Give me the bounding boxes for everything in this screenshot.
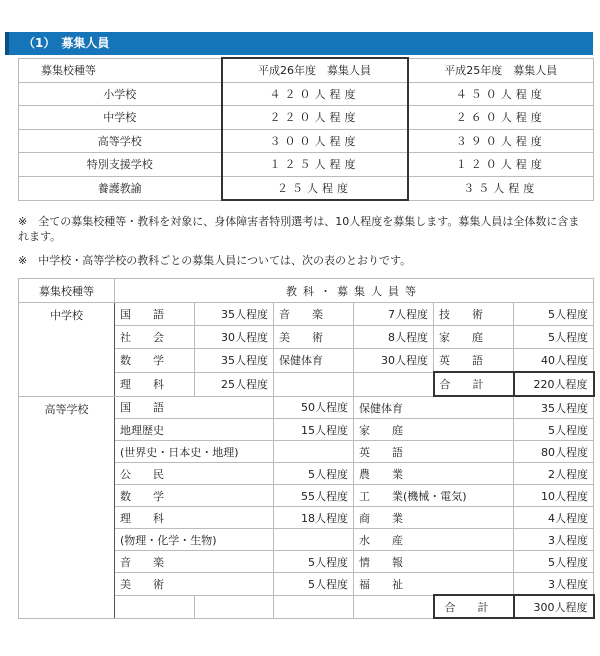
count-cell: 5人程度 [274, 551, 354, 573]
table-row [19, 106, 594, 130]
subject-cell: 理 科 [115, 372, 195, 396]
subject-cell: 公 民 [115, 463, 274, 485]
count-cell: 220人程度 [514, 372, 594, 396]
school-type-cell: 小学校 [19, 82, 222, 106]
section-header: （1） 募集人員 [5, 32, 593, 55]
subject-cell: 数 学 [115, 485, 274, 507]
subject-cell: 数 学 [115, 349, 195, 373]
subject-cell [274, 372, 354, 396]
subject-cell: 音 楽 [274, 303, 354, 326]
count-cell: 4人程度 [514, 507, 594, 529]
subject-cell: 地理歴史 [115, 419, 274, 441]
subject-cell: 音 楽 [115, 551, 274, 573]
subject-cell: 美 術 [274, 326, 354, 349]
count-cell: 55人程度 [274, 485, 354, 507]
subject-table [18, 278, 595, 619]
header-subjects: 教科・募集人員等 [115, 279, 594, 303]
count-cell: 15人程度 [274, 419, 354, 441]
count-cell: 5人程度 [514, 326, 594, 349]
count-cell: 5人程度 [514, 551, 594, 573]
count-cell: 80人程度 [514, 441, 594, 463]
count-cell: 5人程度 [514, 303, 594, 326]
count-cell: 18人程度 [274, 507, 354, 529]
column-header: 平成25年度 募集人員 [408, 58, 594, 82]
school-type-cell: 養護教諭 [19, 176, 222, 200]
empty-cell [195, 595, 274, 618]
subject-cell: 情 報 [354, 551, 514, 573]
subject-cell: 英 語 [354, 441, 514, 463]
count-cell: 5人程度 [274, 573, 354, 596]
count-cell: 30人程度 [354, 349, 434, 373]
count-cell: ２６０人程度 [408, 106, 594, 130]
note-disability: ※ 全ての募集校種等・教科を対象に、身体障害者特別選考は、10人程度を募集します。募集人員は全体数に含まれます。 [18, 215, 580, 243]
count-cell: 35人程度 [195, 349, 274, 373]
count-cell: ２２０人程度 [222, 106, 408, 130]
subject-cell: 美 術 [115, 573, 274, 596]
subject-cell: 国 語 [115, 396, 274, 419]
count-cell [274, 529, 354, 551]
table-row [19, 153, 594, 177]
subject-cell: 国 語 [115, 303, 195, 326]
table-row [19, 396, 594, 419]
subject-cell: (世界史・日本史・地理) [115, 441, 274, 463]
subject-cell: (物理・化学・生物) [115, 529, 274, 551]
empty-cell [274, 595, 354, 618]
subject-cell: 福 祉 [354, 573, 514, 596]
table-row [19, 303, 594, 326]
subject-cell: 保健体育 [274, 349, 354, 373]
subject-cell: 工 業(機械・電気) [354, 485, 514, 507]
subject-cell: 英 語 [434, 349, 514, 373]
count-cell: 10人程度 [514, 485, 594, 507]
school-type-cell: 中学校 [19, 106, 222, 130]
subject-cell: 技 術 [434, 303, 514, 326]
count-cell: ３９０人程度 [408, 129, 594, 153]
subject-cell: 農 業 [354, 463, 514, 485]
count-cell: 40人程度 [514, 349, 594, 373]
subject-cell: 水 産 [354, 529, 514, 551]
count-cell: 25人程度 [195, 372, 274, 396]
count-cell: 8人程度 [354, 326, 434, 349]
column-header: 募集校種等 [19, 58, 222, 82]
subject-cell: 保健体育 [354, 396, 514, 419]
table-row [19, 176, 594, 200]
total-label: 合 計 [434, 595, 514, 618]
count-cell: ４２０人程度 [222, 82, 408, 106]
count-cell: 3人程度 [514, 529, 594, 551]
column-header: 平成26年度 募集人員 [222, 58, 408, 82]
count-cell: ３５人程度 [408, 176, 594, 200]
school-type-cell: 高等学校 [19, 129, 222, 153]
school-type-cell: 中学校 [19, 303, 115, 397]
count-cell: 50人程度 [274, 396, 354, 419]
count-cell: 30人程度 [195, 326, 274, 349]
subject-cell: 社 会 [115, 326, 195, 349]
count-cell: ３００人程度 [222, 129, 408, 153]
table-row [19, 129, 594, 153]
count-cell: １２０人程度 [408, 153, 594, 177]
count-cell [354, 372, 434, 396]
table-row [19, 82, 594, 106]
count-cell: 35人程度 [195, 303, 274, 326]
count-cell: ２５人程度 [222, 176, 408, 200]
count-cell: 2人程度 [514, 463, 594, 485]
total-value: 300人程度 [514, 595, 594, 618]
count-cell: １２５人程度 [222, 153, 408, 177]
count-cell: 7人程度 [354, 303, 434, 326]
subject-cell: 合 計 [434, 372, 514, 396]
school-type-cell: 高等学校 [19, 396, 115, 618]
subject-cell: 家 庭 [354, 419, 514, 441]
empty-cell [115, 595, 195, 618]
count-cell: 5人程度 [274, 463, 354, 485]
count-cell: 3人程度 [514, 573, 594, 596]
count-cell: ４５０人程度 [408, 82, 594, 106]
school-type-cell: 特別支援学校 [19, 153, 222, 177]
header-school-type: 募集校種等 [19, 279, 115, 303]
subject-cell: 家 庭 [434, 326, 514, 349]
count-cell: 35人程度 [514, 396, 594, 419]
subject-cell: 理 科 [115, 507, 274, 529]
note-subjects: ※ 中学校・高等学校の教科ごとの募集人員については、次の表のとおりです。 [18, 254, 412, 267]
empty-cell [354, 595, 434, 618]
count-cell [274, 441, 354, 463]
summary-table [18, 57, 594, 201]
count-cell: 5人程度 [514, 419, 594, 441]
subject-cell: 商 業 [354, 507, 514, 529]
table-header-row [19, 58, 594, 82]
